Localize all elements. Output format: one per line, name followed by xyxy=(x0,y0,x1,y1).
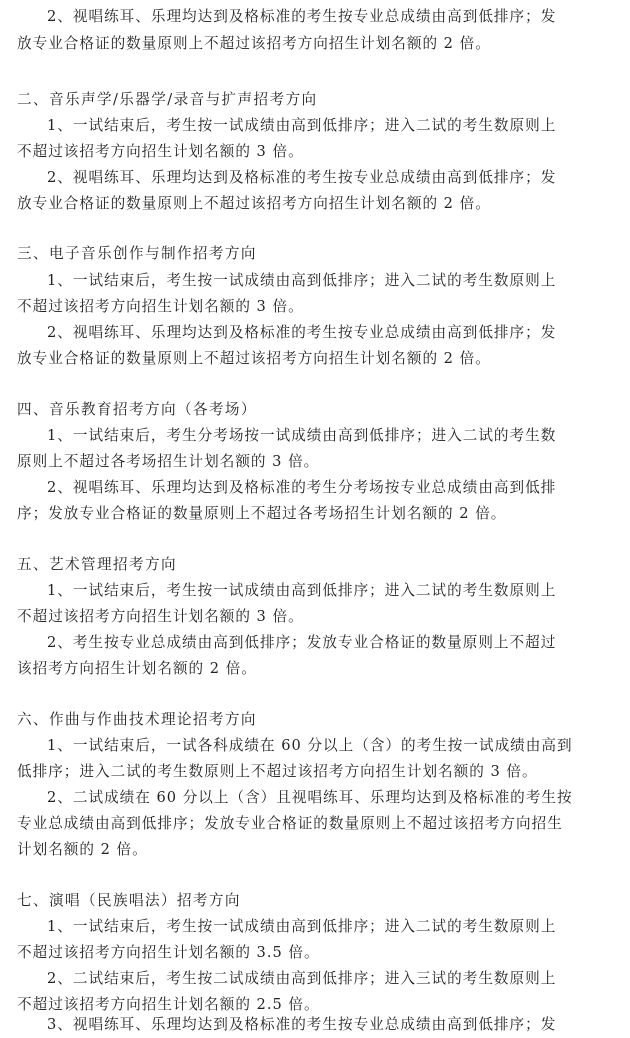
paragraph-line: 2、二试成绩在 60 分以上（含）且视唱练耳、乐理均达到及格标准的考生按 xyxy=(47,789,573,806)
paragraph-line: 2、视唱练耳、乐理均达到及格标准的考生分考场按专业总成绩由高到低排 xyxy=(47,479,557,496)
paragraph-line: 该招考方向招生计划名额的 2 倍。 xyxy=(17,660,257,677)
paragraph-line: 序；发放专业合格证的数量原则上不超过各考场招生计划名额的 2 倍。 xyxy=(17,505,507,522)
paragraph-line: 1、一试结束后，考生分考场按一试成绩由高到低排序；进入二试的考生数 xyxy=(47,427,557,444)
paragraph-line: 计划名额的 2 倍。 xyxy=(17,841,148,858)
paragraph-line: 不超过该招考方向招生计划名额的 3 倍。 xyxy=(17,608,304,625)
paragraph-line: 不超过该招考方向招生计划名额的 2.5 倍。 xyxy=(17,996,320,1013)
section-heading: 三、电子音乐创作与制作招考方向 xyxy=(17,245,257,262)
paragraph-line: 1、一试结束后，考生按一试成绩由高到低排序；进入二试的考生数原则上 xyxy=(47,582,557,599)
paragraph-line: 原则上不超过各考场招生计划名额的 3 倍。 xyxy=(17,453,320,470)
paragraph-line: 1、一试结束后，一试各科成绩在 60 分以上（含）的考生按一试成绩由高到 xyxy=(47,737,573,754)
paragraph-line: 不超过该招考方向招生计划名额的 3.5 倍。 xyxy=(17,944,320,961)
section-heading: 五、艺术管理招考方向 xyxy=(17,556,177,573)
paragraph-line: 2、视唱练耳、乐理均达到及格标准的考生按专业总成绩由高到低排序；发 xyxy=(47,8,557,25)
paragraph-line: 放专业合格证的数量原则上不超过该招考方向招生计划名额的 2 倍。 xyxy=(17,350,491,367)
paragraph-line: 放专业合格证的数量原则上不超过该招考方向招生计划名额的 2 倍。 xyxy=(17,195,491,212)
paragraph-line: 3、视唱练耳、乐理均达到及格标准的考生按专业总成绩由高到低排序；发 xyxy=(47,1016,557,1033)
paragraph-line: 1、一试结束后，考生按一试成绩由高到低排序；进入二试的考生数原则上 xyxy=(47,117,557,134)
paragraph-line: 2、视唱练耳、乐理均达到及格标准的考生按专业总成绩由高到低排序；发 xyxy=(47,169,557,186)
section-heading: 六、作曲与作曲技术理论招考方向 xyxy=(17,711,257,728)
paragraph-line: 专业总成绩由高到低排序；发放专业合格证的数量原则上不超过该招考方向招生 xyxy=(17,815,563,832)
paragraph-line: 放专业合格证的数量原则上不超过该招考方向招生计划名额的 2 倍。 xyxy=(17,35,491,52)
paragraph-line: 1、一试结束后，考生按一试成绩由高到低排序；进入二试的考生数原则上 xyxy=(47,918,557,935)
section-heading: 七、演唱（民族唱法）招考方向 xyxy=(17,892,241,909)
paragraph-line: 2、视唱练耳、乐理均达到及格标准的考生按专业总成绩由高到低排序；发 xyxy=(47,324,557,341)
paragraph-line: 2、考生按专业总成绩由高到低排序；发放专业合格证的数量原则上不超过 xyxy=(47,634,557,651)
paragraph-line: 不超过该招考方向招生计划名额的 3 倍。 xyxy=(17,143,304,160)
paragraph-line: 不超过该招考方向招生计划名额的 3 倍。 xyxy=(17,298,304,315)
paragraph-line: 2、二试结束后，考生按二试成绩由高到低排序；进入三试的考生数原则上 xyxy=(47,970,557,987)
paragraph-line: 1、一试结束后，考生按一试成绩由高到低排序；进入二试的考生数原则上 xyxy=(47,272,557,289)
section-heading: 二、音乐声学/乐器学/录音与扩声招考方向 xyxy=(17,91,318,108)
paragraph-line: 低排序；进入二试的考生数原则上不超过该招考方向招生计划名额的 3 倍。 xyxy=(17,763,538,780)
section-heading: 四、音乐教育招考方向（各考场） xyxy=(17,401,257,418)
